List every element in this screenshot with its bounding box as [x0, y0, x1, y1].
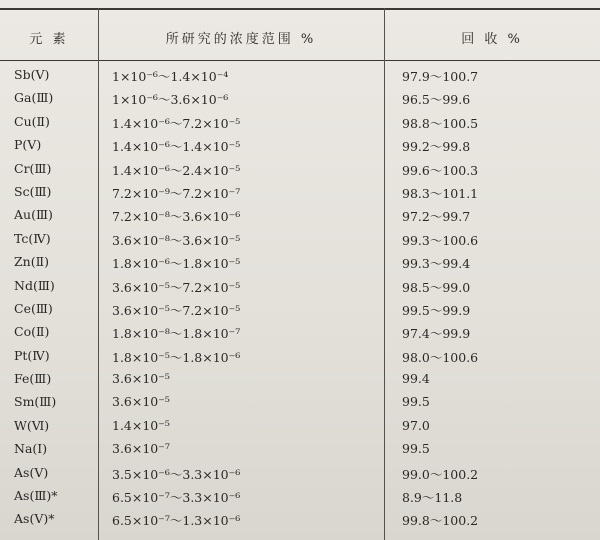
- recovery-cell: 97.0: [402, 417, 430, 433]
- table-row: [0, 298, 600, 321]
- table-row: [0, 204, 600, 227]
- element-cell: Au(Ⅲ): [14, 207, 53, 223]
- element-cell: As(Ⅴ): [14, 464, 49, 480]
- table-row: [0, 64, 600, 87]
- table-row: [0, 368, 600, 391]
- table-row: [0, 485, 600, 508]
- header-recovery: 回 收 %: [461, 31, 523, 47]
- range-cell: 7.2×10⁻⁸～3.6×10⁻⁶: [112, 209, 241, 225]
- range-cell: 1×10⁻⁶～1.4×10⁻⁴: [112, 69, 229, 84]
- element-cell: Cu(Ⅱ): [14, 113, 50, 129]
- element-cell: Cr(Ⅲ): [14, 160, 52, 176]
- table-row: [0, 415, 600, 438]
- recovery-cell: 99.5: [402, 394, 430, 410]
- range-cell: 6.5×10⁻⁷～1.3×10⁻⁶: [112, 513, 241, 529]
- table-row: [0, 228, 600, 251]
- recovery-cell: 99.5～99.9: [402, 302, 471, 318]
- header-rule: [0, 60, 600, 61]
- top-rule: [0, 8, 600, 10]
- recovery-cell: 98.8～100.5: [402, 115, 479, 131]
- element-cell: Pt(Ⅳ): [14, 347, 50, 363]
- element-cell: Sc(Ⅲ): [14, 183, 52, 199]
- table-row: [0, 111, 600, 134]
- range-cell: 3.6×10⁻⁵: [112, 394, 170, 410]
- header-element: 元 素: [29, 31, 69, 47]
- element-cell: Sm(Ⅲ): [14, 394, 57, 410]
- element-cell: Ce(Ⅲ): [14, 300, 53, 316]
- range-cell: 3.6×10⁻⁷: [112, 441, 170, 457]
- recovery-cell: 96.5～99.6: [402, 92, 471, 108]
- element-cell: As(Ⅲ)*: [14, 488, 58, 504]
- table-body: [0, 64, 600, 532]
- recovery-cell: 99.4: [402, 371, 430, 387]
- range-cell: 3.6×10⁻⁵～7.2×10⁻⁵: [112, 302, 241, 318]
- element-cell: As(Ⅴ)*: [14, 511, 55, 527]
- element-cell: Na(Ⅰ): [14, 441, 48, 457]
- table-row: [0, 158, 600, 181]
- element-cell: Zn(Ⅱ): [14, 254, 49, 270]
- recovery-cell: 97.4～99.9: [402, 326, 471, 342]
- element-cell: Nd(Ⅲ): [14, 277, 55, 293]
- table-row: [0, 391, 600, 414]
- recovery-cell: 97.2～99.7: [402, 209, 471, 225]
- table-row: [0, 321, 600, 344]
- recovery-cell: 98.5～99.0: [402, 279, 471, 295]
- range-cell: 1.8×10⁻⁸～1.8×10⁻⁷: [112, 326, 241, 342]
- recovery-cell: 98.3～101.1: [402, 185, 479, 201]
- range-cell: 3.6×10⁻⁵: [112, 371, 170, 387]
- element-cell: Co(Ⅱ): [14, 324, 50, 340]
- range-cell: 3.6×10⁻⁸～3.6×10⁻⁵: [112, 232, 241, 248]
- range-cell: 1.8×10⁻⁵～1.8×10⁻⁶: [112, 349, 241, 365]
- range-cell: 1×10⁻⁶～3.6×10⁻⁶: [112, 92, 229, 108]
- table-row: [0, 251, 600, 274]
- recovery-cell: 99.2～99.8: [402, 139, 471, 155]
- element-cell: Fe(Ⅲ): [14, 371, 52, 387]
- header-range: 所研究的浓度范围 %: [165, 31, 317, 47]
- range-cell: 3.6×10⁻⁵～7.2×10⁻⁵: [112, 279, 241, 295]
- recovery-cell: 99.3～99.4: [402, 256, 471, 272]
- recovery-cell: 99.5: [402, 441, 430, 457]
- recovery-cell: 99.3～100.6: [402, 232, 479, 248]
- recovery-cell: 98.0～100.6: [402, 349, 479, 365]
- range-cell: 1.4×10⁻⁵: [112, 417, 170, 433]
- range-cell: 1.4×10⁻⁶～2.4×10⁻⁵: [112, 162, 241, 178]
- recovery-cell: 8.9～11.8: [402, 490, 463, 506]
- range-cell: 7.2×10⁻⁹～7.2×10⁻⁷: [112, 185, 241, 201]
- range-cell: 6.5×10⁻⁷～3.3×10⁻⁶: [112, 490, 241, 506]
- table-row: [0, 275, 600, 298]
- element-cell: W(Ⅵ): [14, 417, 50, 433]
- range-cell: 1.4×10⁻⁶～7.2×10⁻⁵: [112, 115, 241, 131]
- table-row: [0, 181, 600, 204]
- element-cell: Ga(Ⅲ): [14, 90, 54, 106]
- element-cell: P(Ⅴ): [14, 137, 42, 153]
- table-row: [0, 462, 600, 485]
- element-cell: Sb(Ⅴ): [14, 67, 50, 82]
- recovery-cell: 99.0～100.2: [402, 466, 479, 482]
- range-cell: 1.8×10⁻⁶～1.8×10⁻⁵: [112, 256, 241, 272]
- table-row: [0, 438, 600, 461]
- range-cell: 1.4×10⁻⁶～1.4×10⁻⁵: [112, 139, 241, 155]
- table-row: [0, 508, 600, 531]
- recovery-cell: 97.9～100.7: [402, 69, 479, 84]
- element-cell: Tc(Ⅳ): [14, 230, 51, 246]
- range-cell: 3.5×10⁻⁶～3.3×10⁻⁶: [112, 466, 241, 482]
- table-row: [0, 345, 600, 368]
- table-row: [0, 134, 600, 157]
- recovery-cell: 99.8～100.2: [402, 513, 479, 529]
- table-row: [0, 87, 600, 110]
- recovery-cell: 99.6～100.3: [402, 162, 479, 178]
